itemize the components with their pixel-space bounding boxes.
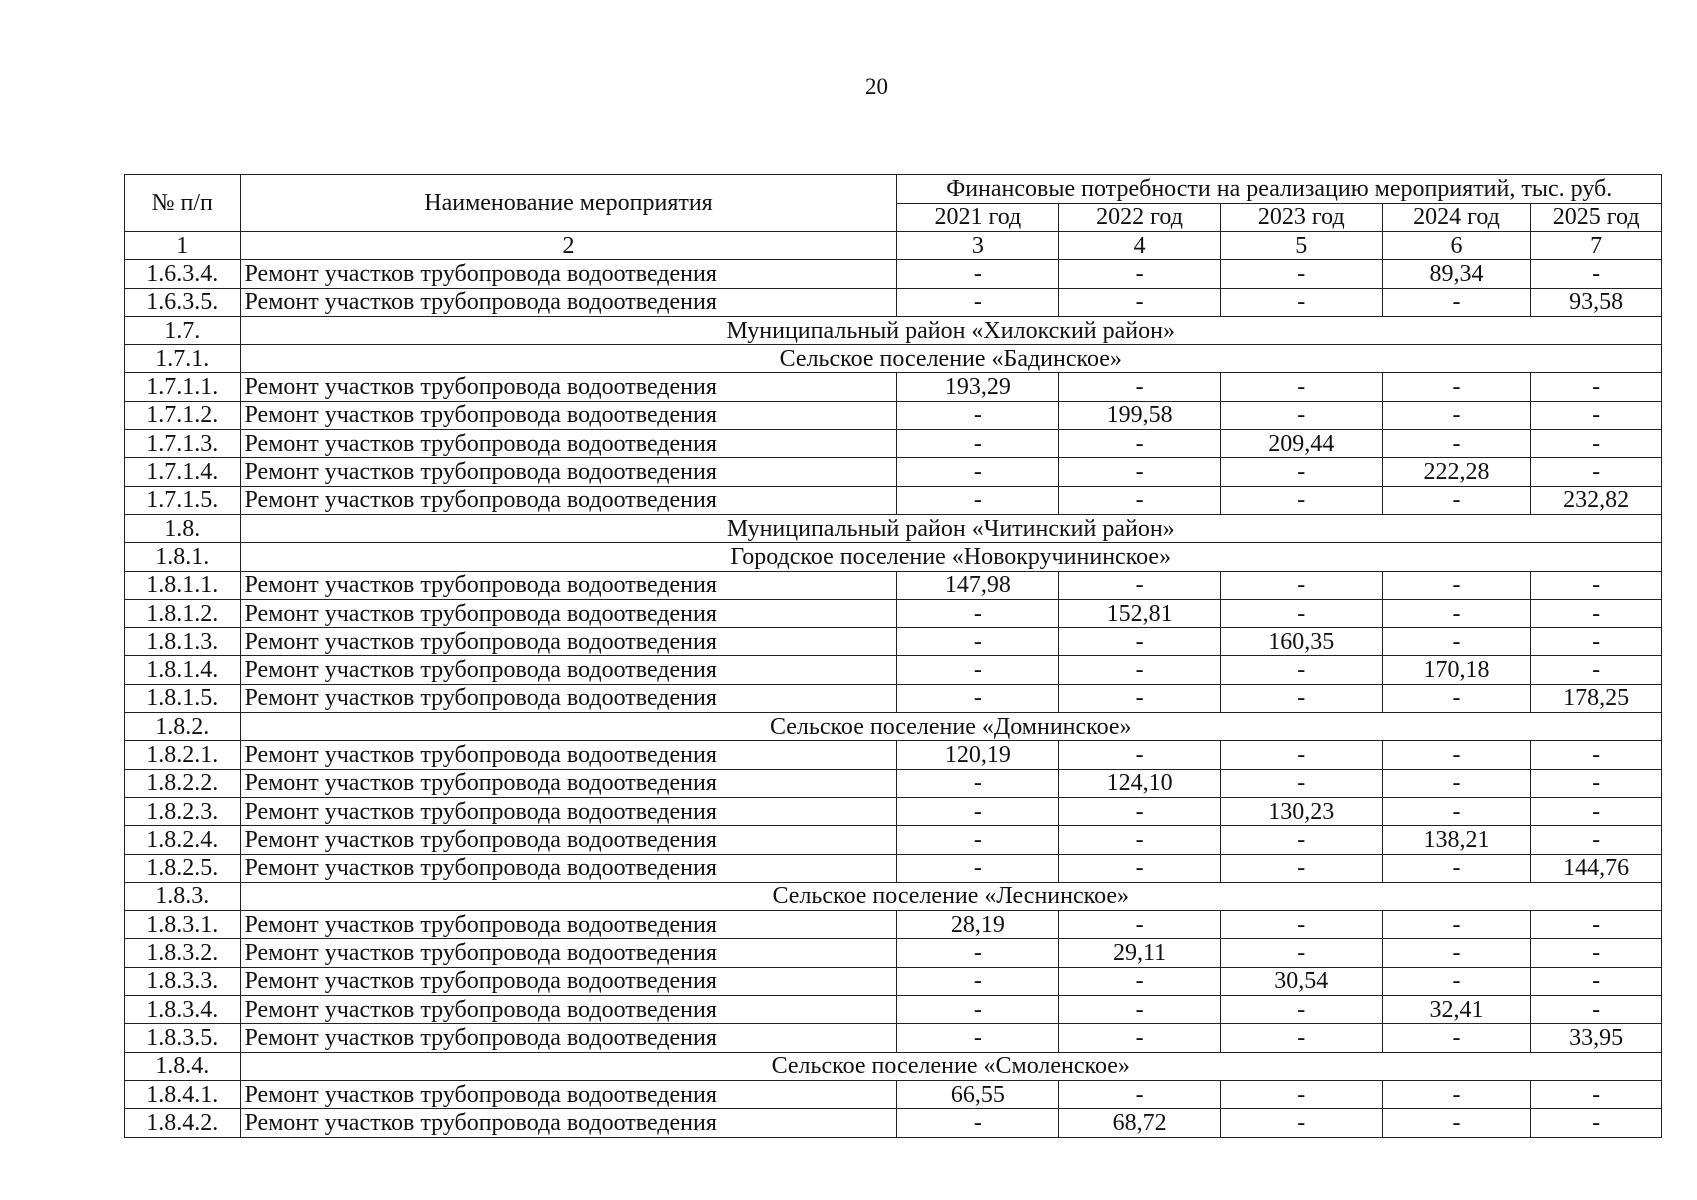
value-cell: - bbox=[1382, 486, 1531, 514]
table-row bbox=[125, 373, 1662, 401]
section-row bbox=[125, 882, 1662, 910]
header-name: Наименование мероприятия bbox=[240, 175, 897, 232]
row-name: Ремонт участков трубопровода водоотведения bbox=[240, 599, 897, 627]
row-name: Ремонт участков трубопровода водоотведения bbox=[240, 656, 897, 684]
row-number: 1.7.1. bbox=[125, 345, 241, 373]
value-cell: - bbox=[1059, 741, 1221, 769]
value-cell: - bbox=[897, 458, 1059, 486]
value-cell: - bbox=[897, 996, 1059, 1024]
section-title: Муниципальный район «Хилокский район» bbox=[240, 316, 1661, 344]
value-cell: - bbox=[1220, 826, 1382, 854]
table-body bbox=[125, 260, 1662, 1137]
table-row bbox=[125, 1080, 1662, 1108]
value-cell: - bbox=[1059, 628, 1221, 656]
budget-table bbox=[124, 174, 1662, 1138]
value-cell: 124,10 bbox=[1059, 769, 1221, 797]
value-cell: - bbox=[897, 656, 1059, 684]
row-name: Ремонт участков трубопровода водоотведения bbox=[240, 1109, 897, 1137]
table-row bbox=[125, 288, 1662, 316]
row-number: 1.8.2.1. bbox=[125, 741, 241, 769]
value-cell: - bbox=[1059, 1080, 1221, 1108]
value-cell: 193,29 bbox=[897, 373, 1059, 401]
index-cell: 7 bbox=[1531, 232, 1662, 260]
value-cell: - bbox=[1220, 939, 1382, 967]
value-cell: - bbox=[897, 288, 1059, 316]
section-row bbox=[125, 514, 1662, 542]
value-cell: - bbox=[1220, 401, 1382, 429]
value-cell: - bbox=[1531, 911, 1662, 939]
value-cell: - bbox=[1382, 967, 1531, 995]
value-cell: - bbox=[1220, 1109, 1382, 1137]
row-name: Ремонт участков трубопровода водоотведения bbox=[240, 288, 897, 316]
row-number: 1.8.1.1. bbox=[125, 571, 241, 599]
index-cell: 1 bbox=[125, 232, 241, 260]
row-name: Ремонт участков трубопровода водоотведения bbox=[240, 684, 897, 712]
row-number: 1.8.3. bbox=[125, 882, 241, 910]
value-cell: - bbox=[897, 684, 1059, 712]
value-cell: - bbox=[1059, 1024, 1221, 1052]
row-name: Ремонт участков трубопровода водоотведения bbox=[240, 430, 897, 458]
section-title: Сельское поселение «Леснинское» bbox=[240, 882, 1661, 910]
row-number: 1.8.3.2. bbox=[125, 939, 241, 967]
section-title: Сельское поселение «Бадинское» bbox=[240, 345, 1661, 373]
row-name: Ремонт участков трубопровода водоотведения bbox=[240, 797, 897, 825]
index-cell: 5 bbox=[1220, 232, 1382, 260]
value-cell: - bbox=[897, 1024, 1059, 1052]
value-cell: 170,18 bbox=[1382, 656, 1531, 684]
section-row bbox=[125, 1052, 1662, 1080]
row-number: 1.8.2.2. bbox=[125, 769, 241, 797]
row-name: Ремонт участков трубопровода водоотведения bbox=[240, 373, 897, 401]
value-cell: - bbox=[1531, 401, 1662, 429]
value-cell: - bbox=[1531, 656, 1662, 684]
row-name: Ремонт участков трубопровода водоотведения bbox=[240, 458, 897, 486]
value-cell: - bbox=[1059, 458, 1221, 486]
table-row bbox=[125, 486, 1662, 514]
value-cell: 160,35 bbox=[1220, 628, 1382, 656]
value-cell: - bbox=[1220, 854, 1382, 882]
value-cell: 68,72 bbox=[1059, 1109, 1221, 1137]
value-cell: - bbox=[1382, 769, 1531, 797]
value-cell: - bbox=[897, 599, 1059, 627]
value-cell: - bbox=[1531, 826, 1662, 854]
value-cell: - bbox=[1220, 599, 1382, 627]
value-cell: 32,41 bbox=[1382, 996, 1531, 1024]
value-cell: - bbox=[1382, 797, 1531, 825]
value-cell: - bbox=[897, 854, 1059, 882]
header-index-row bbox=[125, 232, 1662, 260]
table-row bbox=[125, 1109, 1662, 1137]
value-cell: - bbox=[897, 260, 1059, 288]
value-cell: - bbox=[1531, 1109, 1662, 1137]
row-name: Ремонт участков трубопровода водоотведения bbox=[240, 1080, 897, 1108]
row-name: Ремонт участков трубопровода водоотведения bbox=[240, 826, 897, 854]
value-cell: - bbox=[1059, 854, 1221, 882]
row-number: 1.7.1.1. bbox=[125, 373, 241, 401]
value-cell: 89,34 bbox=[1382, 260, 1531, 288]
value-cell: - bbox=[1382, 628, 1531, 656]
table-row bbox=[125, 854, 1662, 882]
value-cell: 222,28 bbox=[1382, 458, 1531, 486]
value-cell: - bbox=[1059, 486, 1221, 514]
header-year: 2025 год bbox=[1531, 203, 1662, 232]
value-cell: - bbox=[1531, 458, 1662, 486]
value-cell: - bbox=[897, 826, 1059, 854]
value-cell: - bbox=[1382, 1109, 1531, 1137]
value-cell: - bbox=[1531, 741, 1662, 769]
row-number: 1.8.1.2. bbox=[125, 599, 241, 627]
table-row bbox=[125, 684, 1662, 712]
row-number: 1.8.3.3. bbox=[125, 967, 241, 995]
value-cell: - bbox=[1382, 571, 1531, 599]
value-cell: - bbox=[1220, 911, 1382, 939]
value-cell: - bbox=[1220, 1024, 1382, 1052]
value-cell: 232,82 bbox=[1531, 486, 1662, 514]
value-cell: - bbox=[1531, 628, 1662, 656]
value-cell: - bbox=[1059, 260, 1221, 288]
row-number: 1.8.4.1. bbox=[125, 1080, 241, 1108]
value-cell: - bbox=[1531, 373, 1662, 401]
value-cell: - bbox=[1220, 684, 1382, 712]
value-cell: - bbox=[1382, 401, 1531, 429]
section-title: Городское поселение «Новокручининское» bbox=[240, 543, 1661, 571]
value-cell: - bbox=[1059, 373, 1221, 401]
value-cell: - bbox=[1059, 911, 1221, 939]
table-row bbox=[125, 571, 1662, 599]
row-number: 1.7.1.2. bbox=[125, 401, 241, 429]
section-row bbox=[125, 713, 1662, 741]
value-cell: - bbox=[1382, 288, 1531, 316]
row-name: Ремонт участков трубопровода водоотведения bbox=[240, 1024, 897, 1052]
value-cell: 120,19 bbox=[897, 741, 1059, 769]
value-cell: - bbox=[1220, 1080, 1382, 1108]
header-row bbox=[125, 175, 1662, 204]
row-name: Ремонт участков трубопровода водоотведения bbox=[240, 628, 897, 656]
value-cell: 209,44 bbox=[1220, 430, 1382, 458]
value-cell: - bbox=[1220, 458, 1382, 486]
row-name: Ремонт участков трубопровода водоотведения bbox=[240, 911, 897, 939]
section-title: Сельское поселение «Домнинское» bbox=[240, 713, 1661, 741]
row-name: Ремонт участков трубопровода водоотведения bbox=[240, 769, 897, 797]
value-cell: - bbox=[1382, 684, 1531, 712]
row-number: 1.8.1. bbox=[125, 543, 241, 571]
header-num: № п/п bbox=[125, 175, 241, 232]
row-number: 1.7.1.5. bbox=[125, 486, 241, 514]
value-cell: - bbox=[1059, 684, 1221, 712]
header-year: 2024 год bbox=[1382, 203, 1531, 232]
table-row bbox=[125, 911, 1662, 939]
table-row bbox=[125, 826, 1662, 854]
value-cell: - bbox=[1531, 939, 1662, 967]
value-cell: 29,11 bbox=[1059, 939, 1221, 967]
table-row bbox=[125, 769, 1662, 797]
value-cell: - bbox=[1382, 599, 1531, 627]
row-number: 1.6.3.4. bbox=[125, 260, 241, 288]
value-cell: - bbox=[1531, 967, 1662, 995]
value-cell: - bbox=[1220, 486, 1382, 514]
value-cell: - bbox=[1382, 1080, 1531, 1108]
value-cell: - bbox=[1059, 797, 1221, 825]
value-cell: - bbox=[897, 401, 1059, 429]
page-number: 20 bbox=[865, 74, 888, 99]
index-cell: 2 bbox=[240, 232, 897, 260]
index-cell: 6 bbox=[1382, 232, 1531, 260]
value-cell: 138,21 bbox=[1382, 826, 1531, 854]
value-cell: - bbox=[1059, 571, 1221, 599]
value-cell: - bbox=[1059, 430, 1221, 458]
table-row bbox=[125, 458, 1662, 486]
value-cell: - bbox=[897, 430, 1059, 458]
table-row bbox=[125, 996, 1662, 1024]
header-year: 2022 год bbox=[1059, 203, 1221, 232]
value-cell: 199,58 bbox=[1059, 401, 1221, 429]
value-cell: - bbox=[897, 1109, 1059, 1137]
value-cell: - bbox=[1531, 797, 1662, 825]
table-row bbox=[125, 430, 1662, 458]
row-name: Ремонт участков трубопровода водоотведения bbox=[240, 939, 897, 967]
value-cell: - bbox=[1531, 769, 1662, 797]
row-number: 1.7.1.4. bbox=[125, 458, 241, 486]
table-row bbox=[125, 967, 1662, 995]
value-cell: - bbox=[897, 967, 1059, 995]
value-cell: - bbox=[1531, 996, 1662, 1024]
section-title: Сельское поселение «Смоленское» bbox=[240, 1052, 1661, 1080]
row-number: 1.8.2. bbox=[125, 713, 241, 741]
row-number: 1.8.4.2. bbox=[125, 1109, 241, 1137]
value-cell: - bbox=[1059, 288, 1221, 316]
row-number: 1.8.3.4. bbox=[125, 996, 241, 1024]
row-name: Ремонт участков трубопровода водоотведения bbox=[240, 854, 897, 882]
value-cell: - bbox=[1382, 911, 1531, 939]
value-cell: - bbox=[1382, 854, 1531, 882]
value-cell: - bbox=[1382, 373, 1531, 401]
table-row bbox=[125, 656, 1662, 684]
index-cell: 4 bbox=[1059, 232, 1221, 260]
row-name: Ремонт участков трубопровода водоотведения bbox=[240, 401, 897, 429]
value-cell: - bbox=[1382, 430, 1531, 458]
value-cell: - bbox=[897, 769, 1059, 797]
table-row bbox=[125, 401, 1662, 429]
value-cell: - bbox=[1220, 260, 1382, 288]
value-cell: 28,19 bbox=[897, 911, 1059, 939]
value-cell: 66,55 bbox=[897, 1080, 1059, 1108]
row-name: Ремонт участков трубопровода водоотведения bbox=[240, 260, 897, 288]
value-cell: - bbox=[1059, 656, 1221, 684]
value-cell: - bbox=[1220, 288, 1382, 316]
header-year: 2021 год bbox=[897, 203, 1059, 232]
section-row bbox=[125, 345, 1662, 373]
value-cell: - bbox=[1059, 967, 1221, 995]
index-cell: 3 bbox=[897, 232, 1059, 260]
row-number: 1.8.1.3. bbox=[125, 628, 241, 656]
row-name: Ремонт участков трубопровода водоотведения bbox=[240, 996, 897, 1024]
value-cell: - bbox=[1531, 571, 1662, 599]
value-cell: 93,58 bbox=[1531, 288, 1662, 316]
value-cell: 178,25 bbox=[1531, 684, 1662, 712]
row-name: Ремонт участков трубопровода водоотведения bbox=[240, 741, 897, 769]
table-row bbox=[125, 939, 1662, 967]
value-cell: - bbox=[1220, 656, 1382, 684]
value-cell: - bbox=[897, 628, 1059, 656]
row-number: 1.8.2.5. bbox=[125, 854, 241, 882]
row-number: 1.8.3.5. bbox=[125, 1024, 241, 1052]
value-cell: - bbox=[897, 797, 1059, 825]
table-row bbox=[125, 628, 1662, 656]
row-number: 1.8. bbox=[125, 514, 241, 542]
table-row bbox=[125, 599, 1662, 627]
value-cell: - bbox=[1220, 996, 1382, 1024]
section-row bbox=[125, 316, 1662, 344]
value-cell: 152,81 bbox=[1059, 599, 1221, 627]
header-year: 2023 год bbox=[1220, 203, 1382, 232]
row-number: 1.7. bbox=[125, 316, 241, 344]
value-cell: 147,98 bbox=[897, 571, 1059, 599]
value-cell: - bbox=[1220, 373, 1382, 401]
value-cell: - bbox=[897, 486, 1059, 514]
value-cell: 144,76 bbox=[1531, 854, 1662, 882]
header-finance: Финансовые потребности на реализацию мероприятий, тыс. руб. bbox=[897, 175, 1662, 204]
section-title: Муниципальный район «Читинский район» bbox=[240, 514, 1661, 542]
value-cell: 30,54 bbox=[1220, 967, 1382, 995]
row-number: 1.8.2.3. bbox=[125, 797, 241, 825]
value-cell: - bbox=[1531, 430, 1662, 458]
value-cell: - bbox=[1220, 741, 1382, 769]
row-number: 1.8.1.5. bbox=[125, 684, 241, 712]
row-name: Ремонт участков трубопровода водоотведения bbox=[240, 967, 897, 995]
value-cell: - bbox=[1382, 939, 1531, 967]
value-cell: - bbox=[1531, 599, 1662, 627]
value-cell: - bbox=[1382, 741, 1531, 769]
row-name: Ремонт участков трубопровода водоотведения bbox=[240, 486, 897, 514]
table-header bbox=[125, 175, 1662, 260]
value-cell: - bbox=[1059, 996, 1221, 1024]
value-cell: 130,23 bbox=[1220, 797, 1382, 825]
section-row bbox=[125, 543, 1662, 571]
row-number: 1.8.2.4. bbox=[125, 826, 241, 854]
table-row bbox=[125, 741, 1662, 769]
row-name: Ремонт участков трубопровода водоотведения bbox=[240, 571, 897, 599]
value-cell: - bbox=[1531, 260, 1662, 288]
row-number: 1.8.3.1. bbox=[125, 911, 241, 939]
row-number: 1.7.1.3. bbox=[125, 430, 241, 458]
value-cell: - bbox=[1531, 1080, 1662, 1108]
value-cell: - bbox=[1220, 769, 1382, 797]
row-number: 1.8.4. bbox=[125, 1052, 241, 1080]
value-cell: - bbox=[897, 939, 1059, 967]
value-cell: - bbox=[1382, 1024, 1531, 1052]
value-cell: - bbox=[1220, 571, 1382, 599]
value-cell: 33,95 bbox=[1531, 1024, 1662, 1052]
row-number: 1.6.3.5. bbox=[125, 288, 241, 316]
table-row bbox=[125, 1024, 1662, 1052]
value-cell: - bbox=[1059, 826, 1221, 854]
table-row bbox=[125, 260, 1662, 288]
table-row bbox=[125, 797, 1662, 825]
row-number: 1.8.1.4. bbox=[125, 656, 241, 684]
